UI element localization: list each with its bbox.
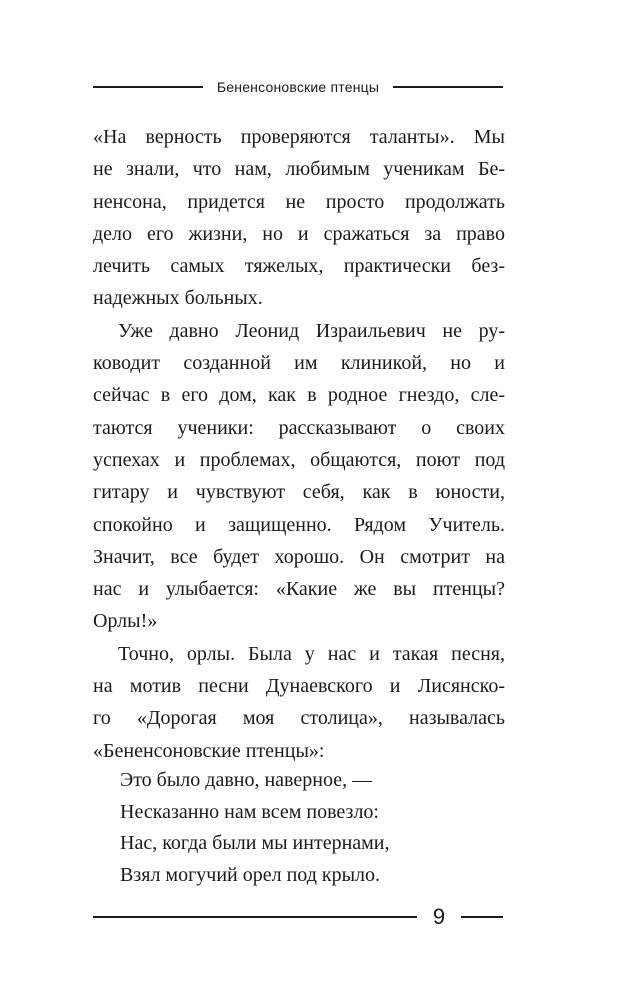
text-line: Уже давно Леонид Израильевич не ру- [118, 319, 505, 342]
verse-block [120, 765, 480, 891]
page-footer [93, 903, 503, 931]
text-line: гитару и чувствуют себя, как в юности, [93, 481, 505, 504]
text-line: таются ученики: рассказывают о своих [93, 416, 505, 439]
text-line: «На верность проверяются таланты». Мы [93, 126, 505, 148]
footer-rule-right [461, 916, 503, 918]
text-line: го «Дорогая моя столица», называлась [93, 707, 505, 730]
verse-line: Нас, когда были мы интернами, [120, 832, 390, 855]
header-rule-left [93, 86, 203, 88]
verse-line: Это было давно, наверное, — [120, 769, 373, 791]
text-line: нас и улыбается: «Какие же вы птенцы? [93, 578, 505, 601]
text-line: Значит, все будет хорошо. Он смотрит на [93, 545, 505, 568]
running-title: Бененсоновские птенцы [216, 79, 380, 95]
text-line: ководит созданной им клиникой, но и [93, 352, 505, 375]
text-line: дело его жизни, но и сражаться за право [93, 222, 505, 245]
footer-rule-left [93, 916, 417, 918]
text-line: не знали, что нам, любимым ученикам Бе- [93, 158, 505, 181]
text-line: успехах и проблемах, общаются, поют под [93, 448, 505, 471]
page-number: 9 [432, 904, 446, 929]
running-header [93, 77, 503, 97]
text-line: «Бененсоновские птенцы»: [93, 739, 325, 762]
text-line: лечить самых тяжелых, практически без- [93, 255, 505, 278]
text-line: ненсона, придется не просто продолжать [93, 190, 505, 213]
verse-line: Взял могучий орел под крыло. [120, 863, 381, 886]
text-line: спокойно и защищенно. Рядом Учитель. [93, 513, 505, 536]
text-line: надежных больных. [93, 287, 263, 310]
text-line: Точно, орлы. Была у нас и такая песня, [118, 642, 505, 665]
text-line: Орлы!» [93, 610, 158, 633]
header-rule-right [393, 86, 503, 88]
verse-line: Несказанно нам всем повезло: [120, 800, 379, 823]
text-line: сейчас в его дом, как в родное гнездо, сле- [93, 384, 505, 407]
body-text [93, 121, 505, 767]
text-line: на мотив песни Дунаевского и Лисянско- [93, 675, 505, 698]
